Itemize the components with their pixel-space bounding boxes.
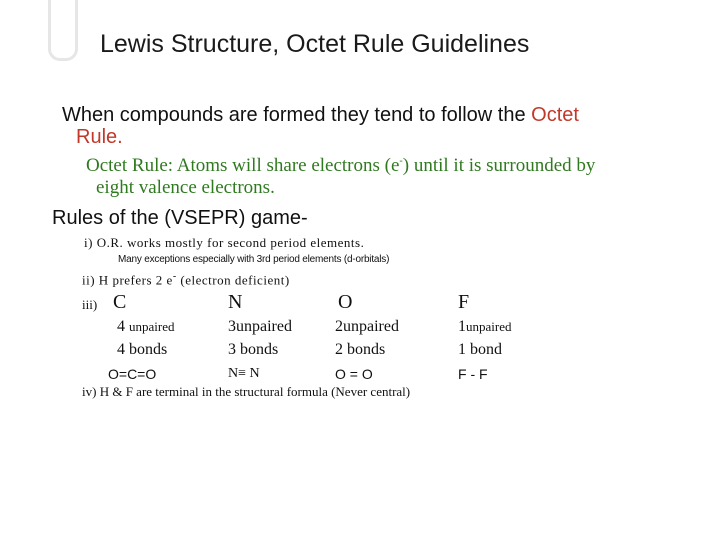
unpaired-num: 3 bbox=[228, 318, 236, 335]
rule-ii-superscript: - bbox=[172, 271, 177, 282]
unpaired-f bbox=[458, 318, 511, 336]
rule-i-note: Many exceptions especially with 3rd period elements (d-orbitals) bbox=[118, 254, 390, 265]
element-symbol-o: O bbox=[338, 291, 353, 313]
unpaired-num: 2 bbox=[335, 318, 343, 335]
bonds-c: 4 bonds bbox=[117, 341, 168, 358]
rules-heading: Rules of the (VSEPR) game- bbox=[52, 207, 308, 229]
octet-rule-line2: eight valence electrons. bbox=[96, 177, 275, 198]
unpaired-word: unpaired bbox=[129, 319, 175, 334]
rule-ii-text-a: ii) H prefers 2 e bbox=[82, 272, 173, 288]
rule-ii bbox=[82, 271, 290, 288]
intro-line bbox=[62, 104, 579, 127]
octet-rule-text-b: ) until it is surrounded by bbox=[402, 155, 596, 176]
slide-title: Lewis Structure, Octet Rule Guidelines bbox=[100, 30, 530, 58]
octet-rule-line1 bbox=[86, 155, 595, 177]
intro-highlight: Octet bbox=[531, 104, 579, 126]
intro-highlight-rule: Rule. bbox=[76, 126, 123, 148]
structure-o2: O = O bbox=[335, 366, 373, 382]
unpaired-c bbox=[117, 318, 174, 336]
bonds-o: 2 bonds bbox=[335, 341, 386, 358]
octet-rule-text-a: Octet Rule: Atoms will share electrons (e bbox=[86, 155, 400, 176]
structure-co2: O=C=O bbox=[108, 366, 157, 382]
element-symbol-n: N bbox=[228, 291, 243, 313]
element-symbol-c: C bbox=[113, 291, 127, 313]
unpaired-word: unpaired bbox=[343, 318, 399, 335]
unpaired-num: 4 bbox=[117, 318, 125, 335]
rule-i: i) O.R. works mostly for second period elements. bbox=[84, 235, 365, 250]
bonds-n: 3 bonds bbox=[228, 341, 279, 358]
unpaired-word: unpaired bbox=[466, 319, 512, 334]
rule-ii-text-b: (electron deficient) bbox=[176, 272, 290, 288]
unpaired-n bbox=[228, 318, 292, 336]
rule-iv: iv) H & F are terminal in the structural formula (Never central) bbox=[82, 384, 411, 399]
structure-n2: N≡ N bbox=[228, 366, 260, 381]
unpaired-num: 1 bbox=[458, 318, 466, 335]
rule-iii-label: iii) bbox=[82, 297, 98, 312]
unpaired-word: unpaired bbox=[236, 318, 292, 335]
bonds-f: 1 bond bbox=[458, 341, 502, 358]
structure-f2: F - F bbox=[458, 366, 488, 382]
element-symbol-f: F bbox=[458, 291, 470, 313]
intro-text: When compounds are formed they tend to follow the bbox=[62, 104, 526, 126]
electron-superscript: - bbox=[399, 155, 403, 167]
unpaired-o bbox=[335, 318, 399, 336]
decorative-frame bbox=[48, 0, 78, 61]
